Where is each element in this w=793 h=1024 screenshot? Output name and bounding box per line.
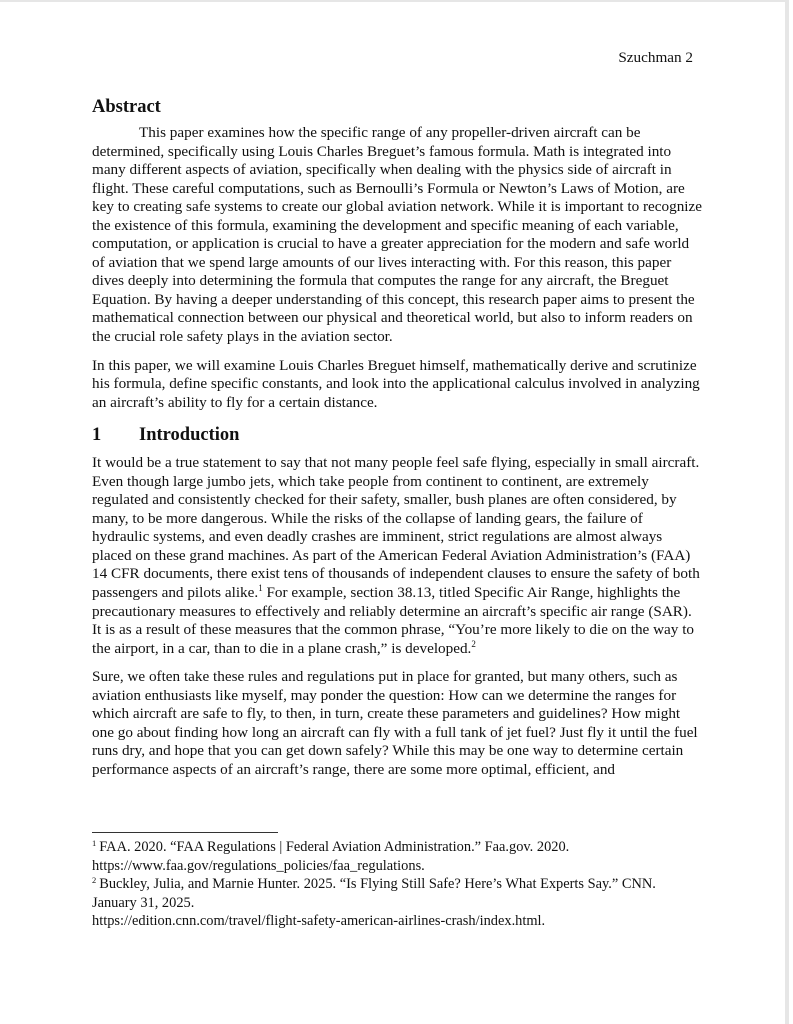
footnote-mark: 1	[92, 838, 97, 848]
page-body	[92, 95, 702, 780]
abstract-heading: Abstract	[92, 97, 161, 117]
footnote-url[interactable]: https://edition.cnn.com/travel/flight-safety-american-airlines-crash/index.html.	[92, 913, 546, 929]
introduction-paragraph	[92, 454, 702, 658]
footnote-text: Buckley, Julia, and Marnie Hunter. 2025. “Is Flying Still Safe? Here’s What Experts Say.” CNN. January 31, 2025.	[92, 876, 656, 911]
footnote-url[interactable]: https://www.faa.gov/regulations_policies/faa_regulations.	[92, 857, 425, 874]
footnote-text: FAA. 2020. “FAA Regulations | Federal Aviation Administration.” Faa.gov. 2020.	[99, 839, 570, 855]
footnote	[92, 875, 702, 931]
footnote-reference[interactable]: 1	[258, 583, 263, 594]
paragraph-text: It would be a true statement to say that not many people feel safe flying, especially in small aircraft. Even though large jumbo jets, which take people from continent to continent, are extremely regulated and consistently checked for their safety, smaller, bush planes are often considered, by many, to be more dangerous. While the risks of the collapse of landing gears, the failure of hydraulic systems, and even deadly crashes are imminent, strict regulations are almost always placed on these grand machines. As part of the American Federal Aviation Administration’s (FAA) 14 CFR documents, there exist tens of thousands of independent clauses to ensure the safety of both passengers and pilots alike.	[92, 454, 700, 602]
footnotes	[92, 838, 702, 931]
section-number: 1	[92, 425, 102, 446]
introduction-paragraph: Sure, we often take these rules and regulations put in place for granted, but many others, such as aviation enthusiasts like myself, may ponder the question: How can we determine the ranges for which aircraft are safe to fly, to then, in turn, create these parameters and guidelines? How might one go about finding how long an aircraft can fly with a full tank of jet fuel? Just fly it until the fuel runs dry, and hope that you can get down safely? While this may be one way to determine certain performance aspects of an aircraft’s range, there are some more optimal, efficient, and	[92, 668, 698, 778]
footnote-reference[interactable]: 2	[471, 638, 476, 649]
footnote-mark: 2	[92, 875, 97, 885]
footnote-separator	[92, 832, 278, 833]
running-header: Szuchman 2	[618, 49, 693, 66]
abstract-paragraph: In this paper, we will examine Louis Charles Breguet himself, mathematically derive and scrutinize his formula, define specific constants, and look into the applicational calculus involved in analyzing an aircraft’s ability to fly for a certain distance.	[92, 356, 700, 411]
section-title: Introduction	[139, 425, 240, 446]
section-heading-introduction	[92, 423, 702, 447]
abstract-paragraph: This paper examines how the specific range of any propeller-driven aircraft can be determined, specifically using Louis Charles Breguet’s famous formula. Math is integrated into many different aspects of aviation, specifically when dealing with the physics side of aircraft in flight. These careful computations, such as Bernoulli’s Formula or Newton’s Laws of Motion, are key to creating safe systems to create our global aviation network. While it is important to recognize the existence of this formula, examining the development and specific meaning of each variable, computation, or application is crucial to have a greater appreciation for the modern and safe world of aviation that we spend large amounts of our lives interacting with. For this reason, this paper dives deeply into determining the formula that computes the range for any aircraft, the Breguet Equation. By having a deeper understanding of this concept, this research paper aims to present the mathematical connection between our physical and theoretical world, but also to inform readers on the crucial role safety plays in the aviation sector.	[92, 124, 702, 346]
footnote	[92, 838, 702, 875]
paragraph-text: For example, section 38.13, titled Specific Air Range, highlights the precautionary measures to effectively and reliably determine an aircraft’s specific air range (SAR). It is as a result of these measures that the common phrase, “You’re more likely to die on the way to the airport, in a car, than to die in a plane crash,” is developed.	[92, 584, 695, 657]
